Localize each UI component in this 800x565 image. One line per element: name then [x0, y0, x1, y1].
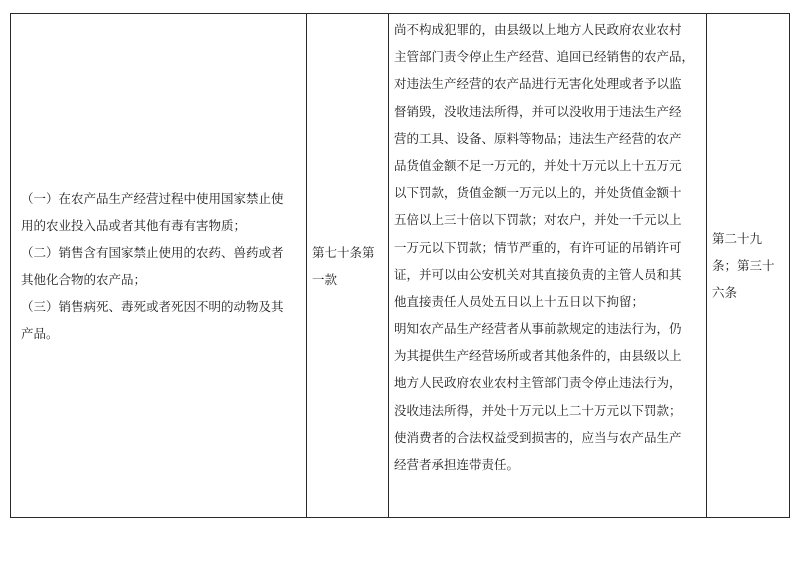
penalty-text	[389, 14, 706, 478]
legal-basis-text	[707, 225, 789, 306]
article-cell	[307, 14, 389, 518]
text-line: 没收违法所得，并处十万元以上二十万元以下罚款；	[394, 402, 682, 418]
text-line: 使消费者的合法权益受到损害的，应当与农产品生产	[394, 429, 682, 445]
text-line: 产品。	[21, 325, 59, 341]
text-line: 品货值金额不足一万元的，并处十万元以上十五万元	[394, 157, 682, 173]
circumstance-text	[11, 185, 306, 347]
text-line: 尚不构成犯罪的，由县级以上地方人民政府农业农村	[394, 22, 682, 37]
table-row	[11, 14, 790, 518]
text-line: （三）销售病死、毒死或者死因不明的动物及其	[21, 298, 284, 314]
text-line: 以下罚款，货值金额一万元以上的，并处货值金额十	[394, 185, 682, 201]
text-line: （一）在农产品生产经营过程中使用国家禁止使	[21, 190, 284, 206]
text-line: 第七十条第	[312, 244, 375, 260]
legal-basis-cell	[707, 14, 790, 518]
text-line: 为其提供生产经营场所或者其他条件的，由县级以上	[394, 348, 682, 364]
text-line: 对违法生产经营的农产品进行无害化处理或者予以监	[394, 76, 682, 92]
text-line: 条；第三十	[712, 258, 775, 273]
text-line: 明知农产品生产经营者从事前款规定的违法行为，仍	[394, 321, 682, 337]
regulation-table	[10, 13, 790, 518]
text-line: 第二十九	[712, 231, 763, 246]
text-line: 五倍以上三十倍以下罚款；对农户，并处一千元以上	[394, 212, 682, 228]
text-line: （二）销售含有国家禁止使用的农药、兽药或者	[21, 244, 284, 260]
text-line: 六条	[712, 285, 738, 300]
text-line: 他直接责任人员处五日以上十五日以下拘留；	[394, 293, 645, 309]
text-line: 其他化合物的农产品；	[21, 271, 147, 287]
article-text	[307, 239, 388, 293]
penalty-cell	[389, 14, 707, 518]
text-line: 用的农业投入品或者其他有毒有害物质；	[21, 217, 247, 233]
text-line: 地方人民政府农业农村主管部门责令停止违法行为，	[394, 375, 682, 391]
text-line: 营的工具、设备、原料等物品；违法生产经营的农产	[394, 130, 682, 146]
text-line: 一款	[312, 271, 338, 287]
circumstance-cell	[11, 14, 307, 518]
text-line: 证，并可以由公安机关对其直接负责的主管人员和其	[394, 266, 682, 282]
text-line: 督销毁，没收违法所得，并可以没收用于违法生产经	[394, 103, 682, 119]
text-line: 经营者承担连带责任。	[394, 457, 520, 472]
text-line: 主管部门责令停止生产经营、追回已经销售的农产品，	[394, 49, 695, 65]
text-line: 一万元以下罚款；情节严重的，有许可证的吊销许可	[394, 239, 682, 255]
